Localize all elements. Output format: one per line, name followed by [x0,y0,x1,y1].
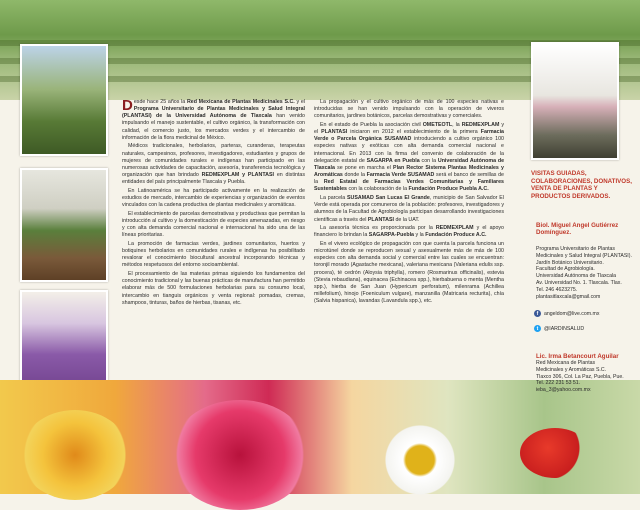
contact2-details: Red Mexicana de Plantas Medicinales y Aromáticas S.C. Tlaxco 306, Col. La Paz, Puebla, Pue. Tel. 222 231 53 51. ieba_3@yahoo.com.mx [536,360,636,394]
paragraph: El procesamiento de las materias primas siguiendo los fundamentos del conocimiento tradicional y las buenas prácticas de manufactura han permitido elaborar más de 500 formulaciones herbolarias para su consumo local, intercambio en tianguis orgánicos y venta regional: pomadas, cremas, shampoos, tinturas, baños de hierbas, tisanas, etc. [122,271,305,306]
contact2-name: Lic. Irma Betancourt Aguilar [536,353,619,360]
contact1-email[interactable]: plantasitlaxcala@gmail.com [536,293,601,300]
twitter-contact[interactable]: t @IARDINSALUD [534,325,584,332]
paragraph: El establecimiento de parcelas demostrativas y productivas que permitan la introducción al cultivo y la domesticación de especies amenazadas, en riesgo y con alta demanda comercial nacional e internacional ha sido una de las líneas prioritarias. [122,210,305,239]
paragraph: La promoción de farmacias verdes, jardines comunitarios, huertos y botiquines herbolarios en comunidades rurales e indígenas ha posibilitado revalorar el conocimiento biocultural ancestral incorporando técnicas y métodos respetuosos del entorno socioambiental. [122,240,305,269]
farmers-photo [20,44,108,156]
paragraph: Médicos tradicionales, herbolarios, parteras, curanderas, terapeutas naturales, campesinos, profesores, investigadores, estudiantes y grupos de mujeres de comunidades rurales e indígenas han participado en las numerosas actividades de capacitación, asesoría, transferencia tecnológica y organización que han brindado REDMEXPLAM y PLANTASI en distintas entidades del país principalmente Tlaxcala y Puebla. [122,143,305,186]
contact1-name: Biol. Miguel Angel Gutiérrez Domínguez. [536,222,619,237]
daisy-icon [380,420,460,500]
services-heading: VISITAS GUIADAS, COLABORACIONES, DONATIVOS, VENTA DE PLANTAS Y PRODUCTOS DERIVADOS. [531,170,632,200]
intro-column: Desde hace 25 años la Red Mexicana de Plantas Medicinales S.C. y el Programa Universitario de Plantas Medicinales y Salud Integral (PLANTASI) de la Universidad Autónoma de Tlaxcala han venido impulsando el manejo sustentable, el cultivo orgánico, la transformación con calidad, el comercio justo, los mercados verdes y el intercambio de información de la flora medicinal de México. Médicos tradicionales, herbolarios, parteras, curanderas, terapeutas naturales, campesinos, profesores, investigadores, estudiantes y grupos de mujeres de comunidades rurales e indígenas han participado en las numerosas actividades de capacitación, asesoría, transferencia tecnológica y organización que han brindado REDMEXPLAM y PLANTASI en distintas entidades del país principalmente Tlaxcala y Puebla. En Latinoamérica se ha participado activamente en la realización de estudios de mercado, intercambio de experiencias y organización de eventos vinculados con la cadena productiva de plantas medicinales y aromáticas. El establecimiento de parcelas demostrativas y productivas que permitan la introducción al cultivo y la domesticación de especies amenazadas, en riesgo y con alta demanda comercial nacional e internacional ha sido una de las líneas prioritarias. La promoción de farmacias verdes, jardines comunitarios, huertos y botiquines herbolarios en comunidades rurales e indígenas ha posibilitado revalorar el conocimiento biocultural ancestral incorporando técnicas y métodos respetuosos del entorno socioambiental. El procesamiento de las materias primas siguiendo los fundamentos del conocimiento tradicional y las buenas prácticas de manufactura han permitido elaborar más de 500 formulaciones herbolarias para su consumo local, intercambio en tianguis orgánicos y venta regional: pomadas, cremas, shampoos, tinturas, baños de hierbas, tisanas, etc. [122,97,306,306]
paragraph: En el estado de Puebla la asociación civil OMETEOTL, la REDMEXPLAM y el PLANTASI iniciaron en 2012 el establecimiento de la primera Farmacia Verde o Parcela Orgánica SUSAMAD introduciendo a cultivo orgánico 100 especies nativas y exóticas con alta demanda comercial nacional e internacional. En 2013 con la firma del convenio de colaboración de la delegación estatal de SAGARPA en Puebla con la Universidad Autónoma de Tlaxcala se pone en marcha el Plan Rector Sistema Plantas Medicinales y Aromáticas donde la Farmacia Verde SUSAMAD será el banco de semillas de la Red Estatal de Farmacias Verdes Comunitarias y Familiares Sustentables con la colaboración de la Fundación Produce Puebla A.C. [314,121,505,193]
seedlings-photo [20,168,108,282]
flowers-photo-banner [0,380,640,494]
contact2-email[interactable]: ieba_3@yahoo.com.mx [536,387,591,394]
paragraph: La parcela SUSAMAD San Lucas El Grande, municipio de San Salvador El Verde está operada por comuneros de la población: profesores, investigadores y alumnos de la Facultad de Agrobiología participan desarrollando investigaciones científicas a través del PLANTASI de la UAT. [314,195,504,223]
paragraph: En Latinoamérica se ha participado activamente en la realización de estudios de mercado, intercambio de experiencias y organización de eventos vinculados con la cadena productiva de plantas medicinales y aromáticas. [122,187,305,209]
twitter-icon: t [534,325,541,332]
contact1-details: Programa Universitario de Plantas Medicinales y Salud Integral (PLANTASI). Jardín Botánico Universitario. Facultad de Agrobiología. Universidad Autónoma de Tlaxcala Av. Universidad No. 1. Tlaxcala. Tlax. Tel. 246 4623275. plantasitlaxcala@gmail.com [536,246,636,300]
woman-with-plants-photo [531,42,619,160]
ladybug-icon [520,428,590,478]
susamad-column [314,99,504,307]
paragraph: En el vivero ecológico de propagación con que cuenta la parcela funciona un microtúnel donde se reproducen sexual y asexualmente más de más de 100 especies con alta demanda social y comercial entre las cuales se encuentran: toronjil morado (Agastache mexicana), valeriana mexicana (Valeriana edulis ssp. procera), té cedrón (Aloysia triphylla), romero (Rosmarinus officinalis), estevia (Stevia rebaudiana), equinacea (Echinacea spp.), hierbabuena o menta (Mentha spp.), hierba de San Juan (Hypericum perforatum), milenrama (Achillea millefolium), hinojo (Foeniculum vulgare), manzanilla (Matricaria recturita), chía (Salvia hispanica), lavandas (Lavandula spp.), etc. [314,240,504,305]
yellow-flower-icon [20,410,130,500]
facebook-contact[interactable]: f angeldom@live.com.mx [534,310,599,317]
paragraph: La propagación y el cultivo orgánico de más de 100 especies nativas e introducidas se han venido impulsando con la operación de viveros comunitarios, jardines botánicos, parcelas demostrativas y comerciales. [314,99,504,120]
facebook-icon: f [534,310,541,317]
drop-cap: D [122,97,133,114]
paragraph: La asesoría técnica es proporcionada por la REDMEXPLAM y el apoyo financiero lo brindan la SAGARPA-Puebla y la Fundación Produce A.C. [314,225,505,239]
